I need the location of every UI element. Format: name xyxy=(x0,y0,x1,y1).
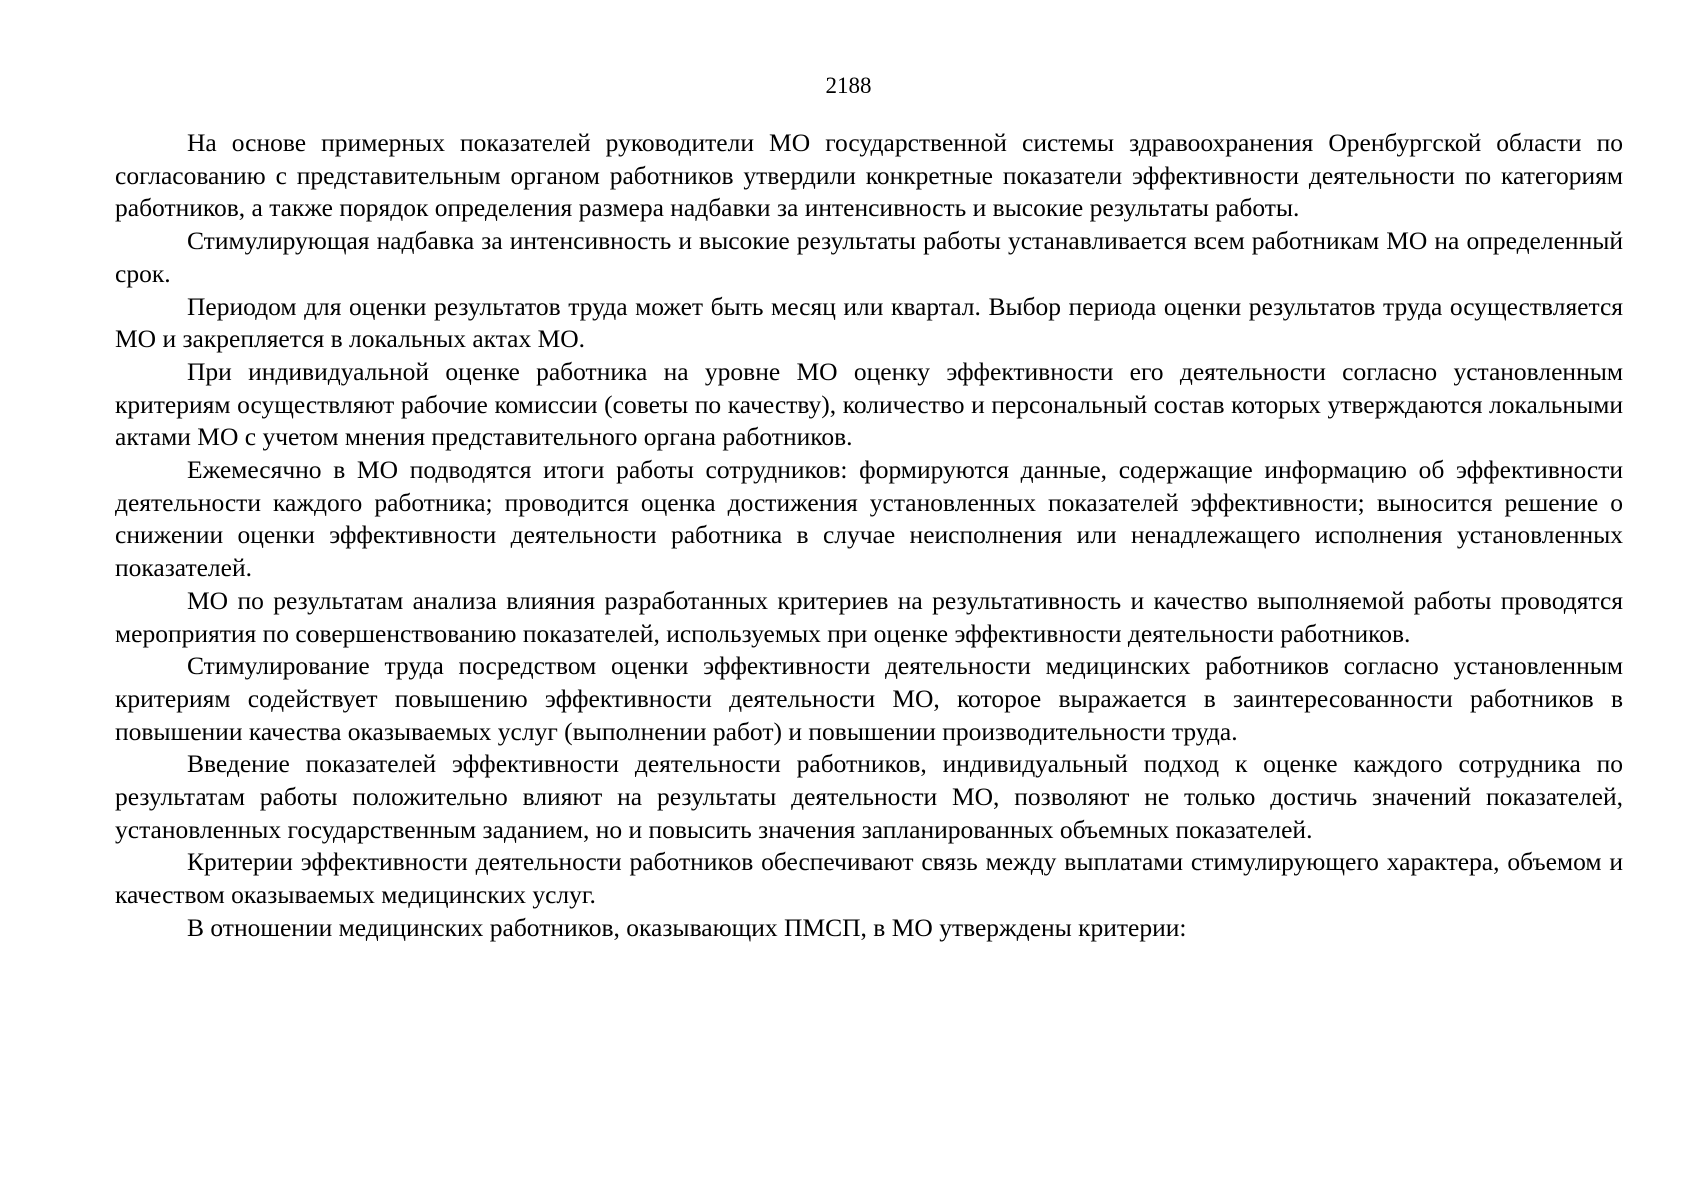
paragraph: Периодом для оценки результатов труда может быть месяц или квартал. Выбор периода оценки результатов труда осуществляется МО и закрепляется в локальных актах МО. xyxy=(115,291,1623,354)
paragraph: При индивидуальной оценке работника на уровне МО оценку эффективности его деятельности согласно установленным критериям осуществляют рабочие комиссии (советы по качеству), количество и персональный состав которых утверждаются локальными актами МО с учетом мнения представительного органа работников. xyxy=(115,356,1623,452)
paragraph: Стимулирующая надбавка за интенсивность и высокие результаты работы устанавливается всем работникам МО на определенный срок. xyxy=(115,226,1623,288)
paragraph: Введение показателей эффективности деятельности работников, индивидуальный подход к оценке каждого сотрудника по результатам работы положительно влияют на результаты деятельности МО, позволяют не только достичь значений показателей, установленных государственным заданием, но и повысить значения запланированных объемных показателей. xyxy=(115,749,1623,844)
paragraph: В отношении медицинских работников, оказывающих ПМСП, в МО утверждены критерии: xyxy=(187,912,1187,942)
paragraph: На основе примерных показателей руководители МО государственной системы здравоохранения Оренбургской области по согласованию с представительным органом работников утвердили конкретные показатели эффективности деятельности по категориям работников, а также порядок определения размера надбавки за интенсивность и высокие результаты работы. xyxy=(115,128,1623,223)
paragraph: Стимулирование труда посредством оценки эффективности деятельности медицинских работников согласно установленным критериям содействует повышению эффективности деятельности МО, которое выражается в заинтересованности работников в повышении качества оказываемых услуг (выполнении работ) и повышении производительности труда. xyxy=(115,651,1623,746)
document-body xyxy=(115,127,1623,945)
paragraph: Критерии эффективности деятельности работников обеспечивают связь между выплатами стимулирующего характера, объемом и качеством оказываемых медицинских услуг. xyxy=(115,847,1623,910)
page-number: 2188 xyxy=(825,73,872,98)
paragraph: Ежемесячно в МО подводятся итоги работы сотрудников: формируются данные, содержащие информацию об эффективности деятельности каждого работника; проводится оценка достижения установленных показателей эффективности; выносится решение о снижении оценки эффективности деятельности работника в случае неисполнения или ненадлежащего исполнения установленных показателей. xyxy=(115,455,1623,583)
paragraph: МО по результатам анализа влияния разработанных критериев на результативность и качество выполняемой работы проводятся мероприятия по совершенствованию показателей, используемых при оценке эффективности деятельности работников. xyxy=(115,585,1623,648)
